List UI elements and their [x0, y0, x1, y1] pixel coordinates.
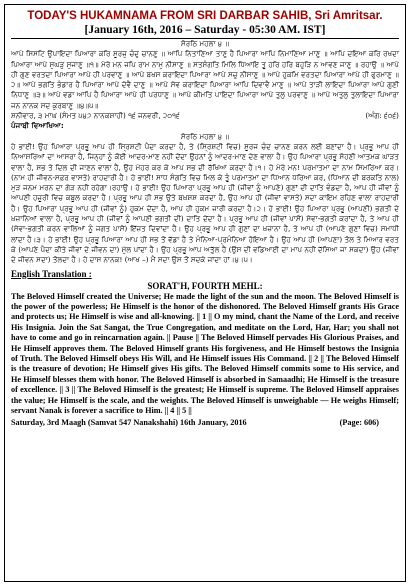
- gurmukhi-verse: ਆਪੇ ਸਿਸਟਿ ਉਪਾਇਦਾ ਪਿਆਰਾ ਕਰਿ ਸੂਰਜੁ ਚੰਦੁ ਚਾਨਣੁ ॥ ਆਪਿ ਨਿਤਾਣਿਆ ਤਾਣੁ ਹੈ ਪਿਆਰਾ ਆਪਿ ਨਿਮਾਣਿਆ ਮਾਣੁ ॥ ਆਪਿ ਦਇਆ ਕਰਿ ਰਖਦਾ ਪਿਆਰਾ ਆਪੇ ਸੁਘੜੁ ਸੁਜਾਣੁ ॥੧॥ ਮੇਰੇ ਮਨ ਜਪਿ ਰਾਮ ਨਾਮੁ ਨੀਸਾਣੁ ॥ ਸਤਸੰਗਤਿ ਮਿਲਿ ਧਿਆਇ ਤੂ ਹਰਿ ਹਰਿ ਬਹੁੜਿ ਨ ਆਵਣ ਜਾਣੁ ॥ ਰਹਾਉ ॥ ਆਪੇ ਹੀ ਗੁਣ ਵਰਤਦਾ ਪਿਆਰਾ ਆਪੇ ਹੀ ਪਰਵਾਣੁ ॥ ਆਪੇ ਬਖਸ ਕਰਾਇਦਾ ਪਿਆਰਾ ਆਪੇ ਸਚੁ ਨੀਸਾਣੁ ॥ ਆਪੇ ਹੁਕਮਿ ਵਰਤਦਾ ਪਿਆਰਾ ਆਪੇ ਹੀ ਫੁਰਮਾਣੁ ॥੨॥ ਆਪੇ ਭਗਤਿ ਭੰਡਾਰ ਹੈ ਪਿਆਰਾ ਆਪੇ ਦੇਵੈ ਦਾਣੁ ॥ ਆਪੇ ਸੇਵ ਕਰਾਇਦਾ ਪਿਆਰਾ ਆਪਿ ਦਿਵਾਵੈ ਮਾਣੁ ॥ ਆਪੇ ਤਾੜੀ ਲਾਇਦਾ ਪਿਆਰਾ ਆਪੇ ਗੁਣੀ ਨਿਧਾਣੁ ॥੩॥ ਆਪੇ ਵਡਾ ਆਪਿ ਹੈ ਪਿਆਰਾ ਆਪੇ ਹੀ ਪਰਧਾਣੁ ॥ ਆਪੇ ਕੀਮਤਿ ਪਾਇਦਾ ਪਿਆਰਾ ਆਪੇ ਤੁਲੁ ਪਰਵਾਣੁ ॥ ਆਪੇ ਅਤੁਲੁ ਤੁਲਾਇਦਾ ਪਿਆਰਾ ਜਨ ਨਾਨਕ ਸਦ ਕੁਰਬਾਣੁ ॥੪॥੫॥: [11, 49, 399, 110]
- english-section-label: English Translation :: [11, 268, 92, 279]
- gurmukhi-heading: ਸੋਰਠਿ ਮਹਲਾ ੪ ॥: [180, 39, 230, 48]
- english-translation: The Beloved Himself created the Universe; He made the light of the sun and the moon. The Beloved Himself is the power of the powerless; He Himself is the honor of the dishonored. The Beloved Himself grants His Grace and protects us; He Himself is wise and all-knowing. || 1 || O my mind, chant the Name of the Lord, and receive His Insignia. Join the Sat Sangat, the True Congregation, and meditate on the Lord, Har, Har; you shall not have to come and go in reincarnation again. || Pause || The Beloved Himself pervades His Glorious Praises, and He Himself approves them. The Beloved Himself grants His forgiveness, and He Himself bestows the Insignia of Truth. The Beloved Himself obeys His Will, and He Himself issues His Command. || 2 || The Beloved Himself is the treasure of devotion; He Himself gives His gifts. The Beloved Himself commits some to His service, and He Himself blesses them with honor. The Beloved Himself is absorbed in Samaadhi; He Himself is the treasure of excellence. || 3 || The Beloved Himself is the greatest; He Himself is supreme. The Beloved Himself appraises the value; He Himself is the scale, and the weights. The Beloved Himself is unweighable — He weighs Himself; servant Nanak is forever a sacrifice to Him. || 4 || 5 ||: [11, 291, 399, 415]
- footer-page: (Page: 606): [339, 418, 379, 428]
- english-heading: SORAT'H, FOURTH MEHL:: [147, 280, 263, 291]
- document-title: TODAY'S HUKAMNAMA FROM SRI DARBAR SAHIB, Sri Amritsar.: [27, 10, 383, 22]
- punjabi-explanation: ਹੇ ਭਾਈ! ਉਹ ਪਿਆਰਾ ਪ੍ਰਭੂ ਆਪ ਹੀ ਸ੍ਰਿਸ਼ਟੀ ਪੈਦਾ ਕਰਦਾ ਹੈ, ਤੇ (ਸ੍ਰਿਸ਼ਟੀ ਵਿਚ) ਸੂਰਜ ਚੰਦ ਚਾਨਣ ਕਰਨ ਲਈ ਬਣਾਂਦਾ ਹੈ। ਪ੍ਰਭੂ ਆਪ ਹੀ ਨਿਆਸਰਿਆਂ ਦਾ ਆਸਰਾ ਹੈ, ਜਿਨ੍ਹਾਂ ਨੂੰ ਕੋਈ ਆਦਰ-ਮਾਣ ਨਹੀਂ ਦੇਂਦਾ ਉਹਨਾਂ ਨੂੰ ਆਦਰ-ਮਾਣ ਦੇਣ ਵਾਲਾ ਹੈ। ਉਹ ਪਿਆਰਾ ਪ੍ਰਭੂ ਸੋਹਣੀ ਆਤਮਕ ਘਾੜਤ ਵਾਲਾ ਹੈ, ਸਭ ਤੇ ਦਿਲ ਦੀ ਜਾਣਨ ਵਾਲਾ ਹੈ, ਉਹ ਮੇਹਰ ਕਰ ਕੇ ਆਪ ਸਭ ਦੀ ਰੱਖਿਆ ਕਰਦਾ ਹੈ।੧। ਹੇ ਮੇਰੇ ਮਨ! ਪਰਮਾਤਮਾ ਦਾ ਨਾਮ ਸਿਮਰਿਆ ਕਰ। (ਨਾਮ ਹੀ ਜੀਵਨ-ਸਫ਼ਰ ਵਾਸਤੇ) ਰਾਹਦਾਰੀ ਹੈ। ਹੇ ਭਾਈ! ਸਾਧ ਸੰਗਤਿ ਵਿਚ ਮਿਲ ਕੇ ਤੂੰ ਪਰਮਾਤਮਾ ਦਾ ਧਿਆਨ ਧਰਿਆ ਕਰ, (ਧਿਆਨ ਦੀ ਬਰਕਤਿ ਨਾਲ) ਮੁੜ ਜਨਮ ਮਰਨ ਦਾ ਗੇੜ ਨਹੀਂ ਰਹੇਗਾ।ਰਹਾਉ। ਹੇ ਭਾਈ! ਉਹ ਪਿਆਰਾ ਪ੍ਰਭੂ ਆਪ ਹੀ (ਜੀਵਾਂ ਨੂੰ ਆਪਣੇ) ਗੁਣਾਂ ਦੀ ਦਾਤਿ ਵੰਡਦਾ ਹੈ, ਆਪ ਹੀ ਜੀਵਾਂ ਨੂੰ ਆਪਣੀ ਹਜ਼ੂਰੀ ਵਿਚ ਕਬੂਲ ਕਰਦਾ ਹੈ। ਪ੍ਰਭੂ ਆਪ ਹੀ ਸਭ ਉਤੇ ਬਖ਼ਸ਼ਸ਼ ਕਰਦਾ ਹੈ, ਉਹ ਆਪ ਹੀ (ਜੀਵਾਂ ਵਾਸਤੇ) ਸਦਾ ਕਾਇਮ ਰਹਿਣ ਵਾਲਾ ਰਾਹਦਾਰੀ ਹੈ। ਉਹ ਪਿਆਰਾ ਪ੍ਰਭੂ ਆਪ ਹੀ (ਜੀਵਾਂ ਨੂੰ) ਹੁਕਮ ਦੇਂਦਾ ਹੈ, ਆਪ ਹੀ ਹੁਕਮ ਜਾਰੀ ਕਰਦਾ ਹੈ।੨। ਹੇ ਭਾਈ! ਉਹ ਪਿਆਰਾ ਪ੍ਰਭੂ (ਆਪਣੀ) ਭਗਤੀ ਦੇ ਖ਼ਜ਼ਾਨਿਆਂ ਵਾਲਾ ਹੈ, ਪ੍ਰਭੂ ਆਪ ਹੀ (ਜੀਵਾਂ ਨੂੰ ਆਪਣੀ ਭਗਤੀ ਦੀ) ਦਾਤਿ ਦੇਂਦਾ ਹੈ। ਪ੍ਰਭੂ ਆਪ ਹੀ (ਜੀਵਾਂ ਪਾਸੋਂ) ਸੇਵਾ-ਭਗਤੀ ਕਰਾਂਦਾ ਹੈ, ਤੇ ਆਪ ਹੀ (ਸੇਵਾ-ਭਗਤੀ ਕਰਨ ਵਾਲਿਆਂ ਨੂੰ ਜਗਤ ਪਾਸੋਂ) ਇੱਜ਼ਤ ਦਿਵਾਂਦਾ ਹੈ। ਉਹ ਪ੍ਰਭੂ ਆਪ ਹੀ ਗੁਣਾਂ ਦਾ ਖ਼ਜ਼ਾਨਾ ਹੈ, ਤੇ ਆਪ ਹੀ (ਆਪਣੇ ਗੁਣਾਂ ਵਿਚ) ਸਮਾਧੀ ਲਾਂਦਾ ਹੈ।੩। ਹੇ ਭਾਈ! ਉਹ ਪ੍ਰਭੂ ਪਿਆਰਾ ਆਪ ਹੀ ਸਭ ਤੋਂ ਵੱਡਾ ਹੈ ਤੇ ਮੰਨਿਆ-ਪ੍ਰਮੰਨਿਆ ਹੋਇਆ ਹੈ। ਉਹ ਆਪ ਹੀ (ਆਪਣਾ) ਤੋਲ ਤੇ ਮਿਆਰ ਵਰਤ ਕੇ (ਆਪਣੇ ਪੈਦਾ ਕੀਤੇ ਜੀਵਾਂ ਦੇ ਜੀਵਨ ਦਾ) ਮੁੱਲ ਪਾਂਦਾ ਹੈ। ਉਹ ਪ੍ਰਭੂ ਆਪ ਅਤੁੱਲ ਹੈ (ਉਸ ਦੀ ਵਡਿਆਈ ਦਾ ਮਾਪ ਨਹੀਂ ਦੱਸਿਆ ਜਾ ਸਕਦਾ) ਉਹ (ਜੀਵਾਂ ਦੇ ਜੀਵਨ ਸਦਾ) ਤੋਲਦਾ ਹੈ। ਹੇ ਦਾਸ ਨਾਨਕ! (ਆਖ –) ਮੈਂ ਸਦਾ ਉਸ ਤੋਂ ਸਦਕੇ ਜਾਂਦਾ ਹਾਂ।੪।੫।: [11, 141, 399, 265]
- gurmukhi-reference: [5, 111, 405, 121]
- footer: [5, 416, 405, 427]
- gurmukhi-ref-page: (ਅੰਗ: ੬੦੬): [365, 111, 399, 121]
- punjabi-explanation-label: ਪੰਜਾਬੀ ਵਿਆਖਿਆ:: [11, 121, 64, 131]
- punjabi-heading: ਸੋਰਠਿ ਮਹਲਾ ੪ ॥: [180, 131, 230, 141]
- gurmukhi-ref-date: ਸ਼ਨੀਵਾਰ, ੩ ਮਾਘ (ਸੰਮਤ ੫੪੭ ਨਾਨਕਸ਼ਾਹੀ) ੧੬ ਜਨਵਰੀ, ੨੦੧੬: [11, 111, 180, 121]
- footer-date: Saturday, 3rd Maagh (Samvat 547 Nanakshahi) 16th January, 2016: [11, 418, 247, 428]
- document-date: [January 16th, 2016 – Saturday - 05:30 AM. IST]: [84, 24, 326, 36]
- hukamnama-document: [4, 4, 406, 582]
